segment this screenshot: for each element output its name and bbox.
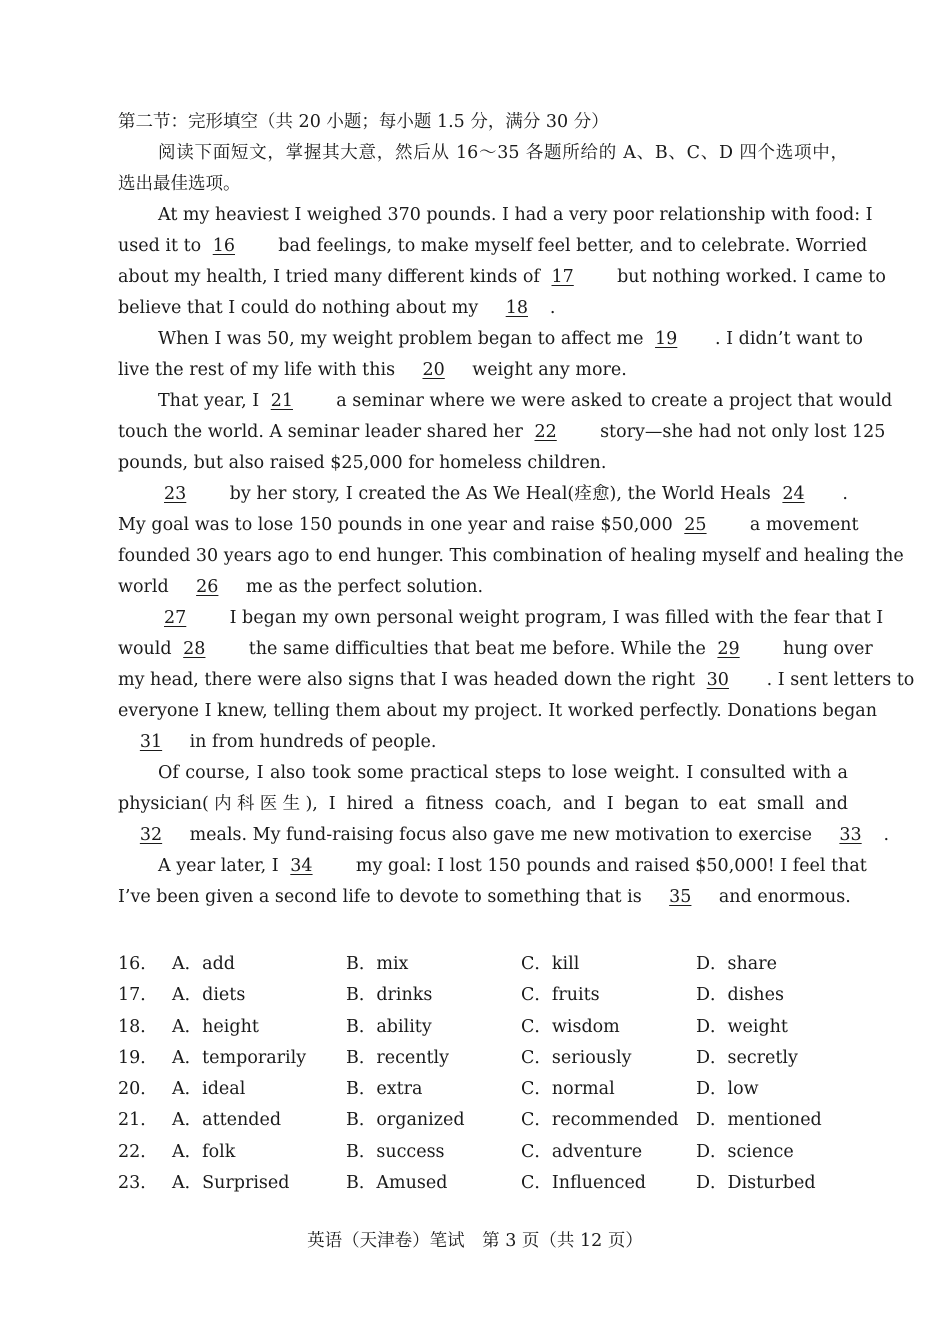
- option-d: D．science: [696, 1141, 794, 1162]
- blank-25: 25: [684, 515, 707, 535]
- option-c: C．normal: [521, 1079, 615, 1100]
- text: about my health, I tried many different kinds of: [118, 267, 540, 287]
- question-number: 23．: [118, 1173, 158, 1194]
- text: I’ve been given a second life to devote to something that is: [118, 887, 642, 907]
- passage-line: physician(内科医生), I hired a fitness coach, and I began to eat small and: [118, 794, 848, 814]
- blank-20: 20: [422, 360, 445, 380]
- text: hung over: [782, 639, 873, 659]
- blank-24: 24: [782, 484, 805, 504]
- option-b: B．Amused: [346, 1173, 448, 1194]
- option-b: B．extra: [346, 1079, 423, 1100]
- option-b: B．mix: [346, 954, 409, 974]
- question-number: 16．: [118, 954, 158, 974]
- option-c: C．Influenced: [521, 1173, 647, 1194]
- text: . I sent letters to: [766, 670, 915, 690]
- option-a: A．Surprised: [172, 1173, 290, 1194]
- option-a: A．temporarily: [172, 1047, 307, 1068]
- passage-line: [118, 882, 851, 913]
- question-number: 17．: [118, 985, 158, 1006]
- option-b: B．success: [346, 1141, 445, 1162]
- passage-line: [118, 851, 867, 882]
- passage-line: pounds, but also raised $25,000 for homeless children.: [118, 453, 607, 473]
- document-page: [118, 107, 915, 913]
- passage-line: [118, 665, 915, 696]
- text: and enormous.: [718, 887, 851, 907]
- instruction-line-1: 阅读下面短文，掌握其大意，然后从 16～35 各题所给的 A、B、C、D 四个选项中，: [158, 143, 848, 163]
- passage-line: Of course, I also took some practical steps to lose weight. I consulted with a: [158, 763, 848, 783]
- option-a: A．diets: [172, 985, 246, 1006]
- blank-35: 35: [669, 887, 692, 907]
- passage-line: [118, 634, 873, 665]
- passage-line: [118, 262, 886, 293]
- blank-21: 21: [270, 391, 293, 411]
- text: My goal was to lose 150 pounds in one year and raise $50,000: [118, 515, 673, 535]
- question-number: 20．: [118, 1079, 158, 1100]
- option-d: D．share: [696, 954, 777, 974]
- text: When I was 50, my weight problem began to affect me: [158, 329, 644, 349]
- option-b: B．ability: [346, 1016, 432, 1037]
- passage-line: [118, 479, 848, 510]
- option-a: A．attended: [172, 1110, 282, 1131]
- passage-line: [118, 510, 859, 541]
- text: I began my own personal weight program, I was filled with the fear that I: [229, 608, 884, 628]
- passage-line: [118, 727, 848, 758]
- question-number: 18．: [118, 1016, 158, 1037]
- text: by her story, I created the As We Heal(痊愈), the World Heals: [229, 484, 771, 504]
- option-c: C．seriously: [521, 1047, 632, 1068]
- question-number: 21．: [118, 1110, 158, 1131]
- passage-line: [118, 417, 886, 448]
- question-row-18: [118, 1012, 848, 1043]
- text: story—she had not only lost 125: [600, 422, 886, 442]
- text: .: [842, 484, 848, 504]
- passage-line: [118, 293, 848, 324]
- text: my goal: I lost 150 pounds and raised $50,000! I feel that: [355, 856, 867, 876]
- question-row-20: [118, 1074, 848, 1105]
- question-row-17: [118, 980, 848, 1011]
- text: . I didn’t want to: [715, 329, 863, 349]
- blank-22: 22: [534, 422, 557, 442]
- option-d: D．low: [696, 1079, 759, 1100]
- question-row-21: [118, 1105, 848, 1136]
- text: would: [118, 639, 172, 659]
- blank-23: 23: [164, 484, 187, 504]
- option-a: A．add: [172, 954, 235, 974]
- text: meals. My fund-raising focus also gave me new motivation to exercise: [189, 825, 812, 845]
- option-a: A．height: [172, 1016, 259, 1037]
- blank-18: 18: [505, 298, 528, 318]
- option-b: B．drinks: [346, 985, 433, 1006]
- passage-line: everyone I knew, telling them about my project. It worked perfectly. Donations began: [118, 701, 877, 721]
- text: my head, there were also signs that I was headed down the right: [118, 670, 696, 690]
- option-d: D．mentioned: [696, 1110, 822, 1131]
- text: touch the world. A seminar leader shared her: [118, 422, 523, 442]
- passage-line: [118, 603, 884, 634]
- blank-32: 32: [139, 825, 163, 845]
- passage-line: [118, 355, 848, 386]
- blank-33: 33: [839, 825, 862, 845]
- question-row-23: [118, 1168, 848, 1199]
- text: .: [883, 825, 890, 845]
- section-title: 第二节：完形填空（共 20 小题；每小题 1.5 分，满分 30 分）: [118, 112, 609, 132]
- question-options-list: [118, 949, 848, 1199]
- text: That year, I: [158, 391, 260, 411]
- blank-17: 17: [551, 267, 574, 287]
- option-c: C．fruits: [521, 985, 600, 1006]
- blank-26: 26: [196, 577, 219, 597]
- text: in from hundreds of people.: [189, 732, 437, 752]
- option-b: B．organized: [346, 1110, 465, 1131]
- passage-line: [118, 386, 893, 417]
- text: but nothing worked. I came to: [617, 267, 886, 287]
- text: A year later, I: [158, 856, 279, 876]
- option-c: C．wisdom: [521, 1016, 620, 1037]
- page-footer: 英语（天津卷）笔试 第 3 页（共 12 页）: [307, 1231, 643, 1251]
- option-a: A．ideal: [172, 1079, 246, 1100]
- passage-line: founded 30 years ago to end hunger. This combination of healing myself and healing the: [118, 546, 904, 566]
- blank-19: 19: [655, 329, 678, 349]
- passage-line: [118, 820, 890, 851]
- option-d: D．secretly: [696, 1047, 798, 1068]
- question-row-22: [118, 1137, 848, 1168]
- passage-line: [118, 572, 848, 603]
- blank-29: 29: [717, 639, 740, 659]
- blank-31: 31: [139, 732, 163, 752]
- question-row-16: [118, 949, 848, 980]
- option-d: D．dishes: [696, 985, 784, 1006]
- blank-27: 27: [164, 608, 187, 628]
- text: weight any more.: [472, 360, 627, 380]
- text: live the rest of my life with this: [118, 360, 396, 380]
- blank-34: 34: [290, 856, 313, 876]
- blank-30: 30: [706, 670, 729, 690]
- text: bad feelings, to make myself feel better, and to celebrate. Worried: [278, 236, 868, 256]
- blank-16: 16: [212, 236, 235, 256]
- option-c: C．adventure: [521, 1141, 643, 1162]
- option-d: D．Disturbed: [696, 1173, 816, 1194]
- text: world: [118, 577, 169, 597]
- option-a: A．folk: [172, 1141, 236, 1162]
- text: the same difficulties that beat me before. While the: [248, 639, 706, 659]
- passage-line: [118, 324, 863, 355]
- passage-line: At my heaviest I weighed 370 pounds. I had a very poor relationship with food: I: [158, 205, 873, 225]
- text: a movement: [749, 515, 859, 535]
- option-c: C．recommended: [521, 1110, 679, 1131]
- passage-line: [118, 231, 868, 262]
- option-b: B．recently: [346, 1047, 450, 1068]
- text: me as the perfect solution.: [245, 577, 484, 597]
- instruction-line-2: 选出最佳选项。: [118, 174, 241, 194]
- option-c: C．kill: [521, 954, 580, 974]
- question-number: 22．: [118, 1141, 158, 1162]
- text: used it to: [118, 236, 202, 256]
- blank-28: 28: [183, 639, 206, 659]
- question-number: 19．: [118, 1047, 158, 1068]
- text: a seminar where we were asked to create a project that would: [336, 391, 893, 411]
- text: .: [549, 298, 556, 318]
- text: believe that I could do nothing about my: [118, 298, 479, 318]
- option-d: D．weight: [696, 1016, 788, 1037]
- question-row-19: [118, 1043, 848, 1074]
